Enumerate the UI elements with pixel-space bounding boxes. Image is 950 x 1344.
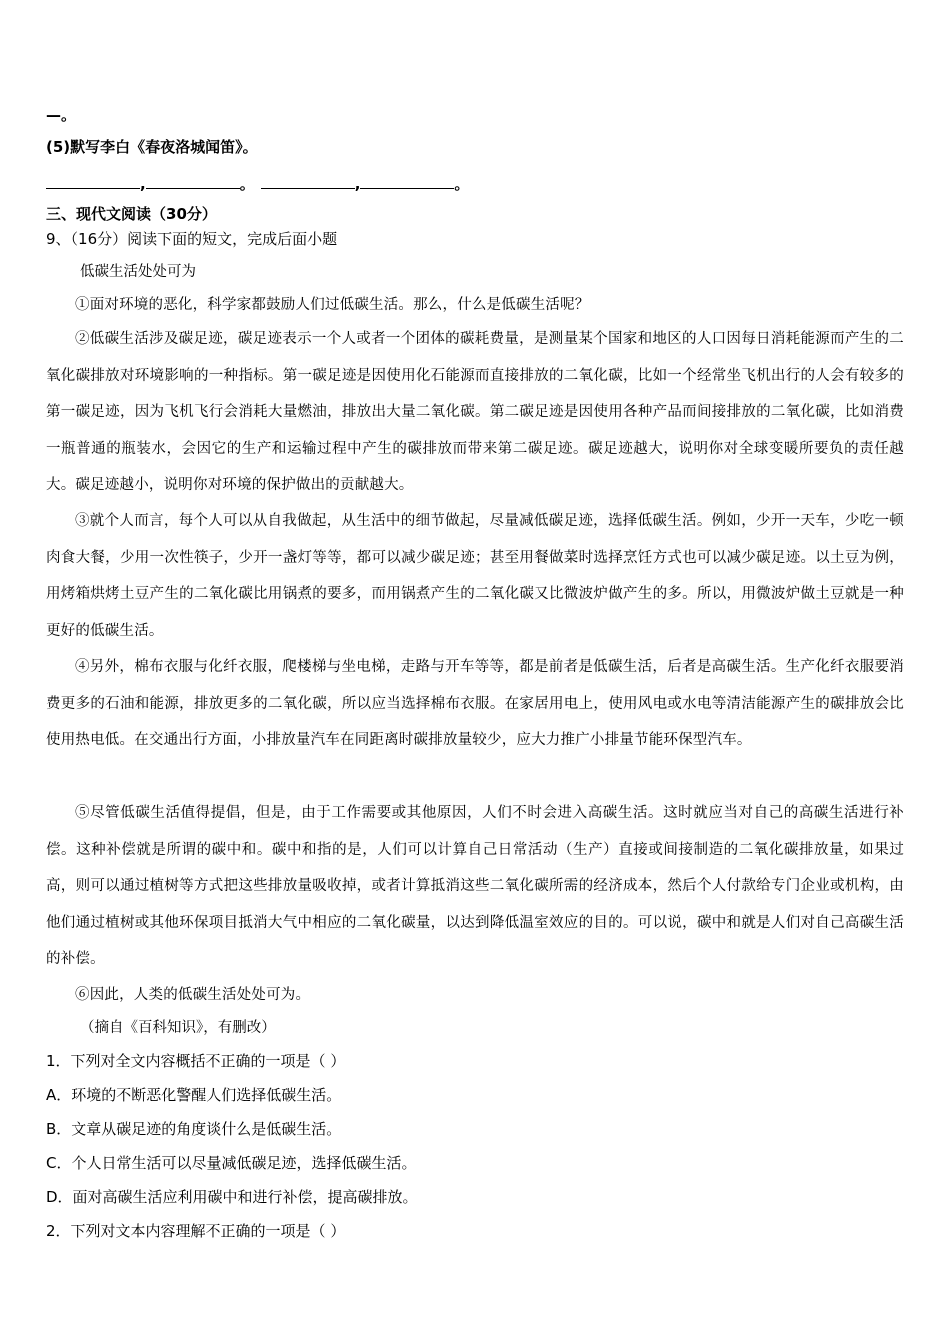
- article-paragraph-2: ②低碳生活涉及碳足迹，碳足迹表示一个人或者一个团体的碳耗费量，是测量某个国家和地区的人口因每日消耗能源而产生的二氧化碳排放对环境影响的一种指标。第一碳足迹是因使用化石能源而直接排放的二氧化碳，比如一个经常坐飞机出行的人会有较多的第一碳足迹，因为飞机飞行会消耗大量燃油，排放出大量二氧化碳。第二碳足迹是因使用各种产品而间接排放的二氧化碳，比如消费一瓶普通的瓶装水，会因它的生产和运输过程中产生的碳排放而带来第二碳足迹。碳足迹越大，说明你对全球变暖所要负的责任越大。碳足迹越小，说明你对环境的保护做出的贡献越大。: [46, 331, 904, 493]
- answer-blank-4[interactable]: [360, 174, 454, 189]
- article-paragraph-1: ①面对环境的恶化，科学家都鼓励人们过低碳生活。那么，什么是低碳生活呢？: [75, 297, 590, 313]
- article-source: （摘自《百科知识》，有删改）: [80, 1020, 276, 1036]
- section-heading: 三、现代文阅读（30分）: [46, 205, 217, 223]
- question-2-stem: 2．下列对文本内容理解不正确的一项是（ ）: [46, 1222, 346, 1240]
- article-paragraph-6: ⑥因此，人类的低碳生活处处可为。: [75, 987, 311, 1003]
- blank-separator: ,: [354, 175, 361, 193]
- question-1-stem: 1．下列对全文内容概括不正确的一项是（ ）: [46, 1052, 346, 1070]
- item-5-answer-blanks: [46, 174, 469, 194]
- question-1-option-b[interactable]: B．文章从碳足迹的角度谈什么是低碳生活。: [46, 1120, 342, 1138]
- article-paragraph-3: ③就个人而言，每个人可以从自我做起，从生活中的细节做起，尽量减低碳足迹，选择低碳生活。例如，少开一天车，少吃一顿肉食大餐，少用一次性筷子，少开一盏灯等等，都可以减少碳足迹；甚至用餐做菜时选择烹饪方式也可以减少碳足迹。以土豆为例，用烤箱烘烤土豆产生的二氧化碳比用锅煮的要多，而用锅煮产生的二氧化碳又比微波炉做产生的多。所以，用微波炉做土豆就是一种更好的低碳生活。: [46, 513, 904, 639]
- article-paragraph-4: ④另外，棉布衣服与化纤衣服，爬楼梯与坐电梯，走路与开车等等，都是前者是低碳生活，后者是高碳生活。生产化纤衣服要消费更多的石油和能源，排放更多的二氧化碳，所以应当选择棉布衣服。在家居用电上，使用风电或水电等清洁能源产生的碳排放会比使用热电低。在交通出行方面，小排放量汽车在同距离时碳排放量较少，应大力推广小排量节能环保型汽车。: [46, 659, 904, 748]
- blank-separator: ,: [140, 175, 146, 193]
- question-1-option-d[interactable]: D．面对高碳生活应利用碳中和进行补偿，提高碳排放。: [46, 1188, 418, 1206]
- answer-blank-3[interactable]: [261, 174, 355, 189]
- answer-blank-2[interactable]: [146, 174, 240, 189]
- previous-item-fragment: —。: [46, 106, 77, 124]
- question-1-option-a[interactable]: A．环境的不断恶化警醒人们选择低碳生活。: [46, 1086, 342, 1104]
- question-9-instruction: 9、（16分）阅读下面的短文，完成后面小题: [46, 230, 338, 248]
- item-5-prompt: (5)默写李白《春夜洛城闻笛》。: [46, 138, 258, 156]
- article-title: 低碳生活处处可为: [80, 264, 196, 280]
- blank-separator: 。: [454, 175, 470, 193]
- article-paragraph-5: ⑤尽管低碳生活值得提倡，但是，由于工作需要或其他原因，人们不时会进入高碳生活。这时就应当对自己的高碳生活进行补偿。这种补偿就是所谓的碳中和。碳中和指的是，人们可以计算自己日常活动（生产）直接或间接制造的二氧化碳排放量，如果过高，则可以通过植树等方式把这些排放量吸收掉，或者计算抵消这些二氧化碳所需的经济成本，然后个人付款给专门企业或机构，由他们通过植树或其他环保项目抵消大气中相应的二氧化碳量，以达到降低温室效应的目的。可以说，碳中和就是人们对自己高碳生活的补偿。: [46, 805, 904, 967]
- question-1-option-c[interactable]: C．个人日常生活可以尽量减低碳足迹，选择低碳生活。: [46, 1154, 417, 1172]
- blank-separator: 。: [239, 175, 255, 193]
- answer-blank-1[interactable]: [46, 174, 140, 189]
